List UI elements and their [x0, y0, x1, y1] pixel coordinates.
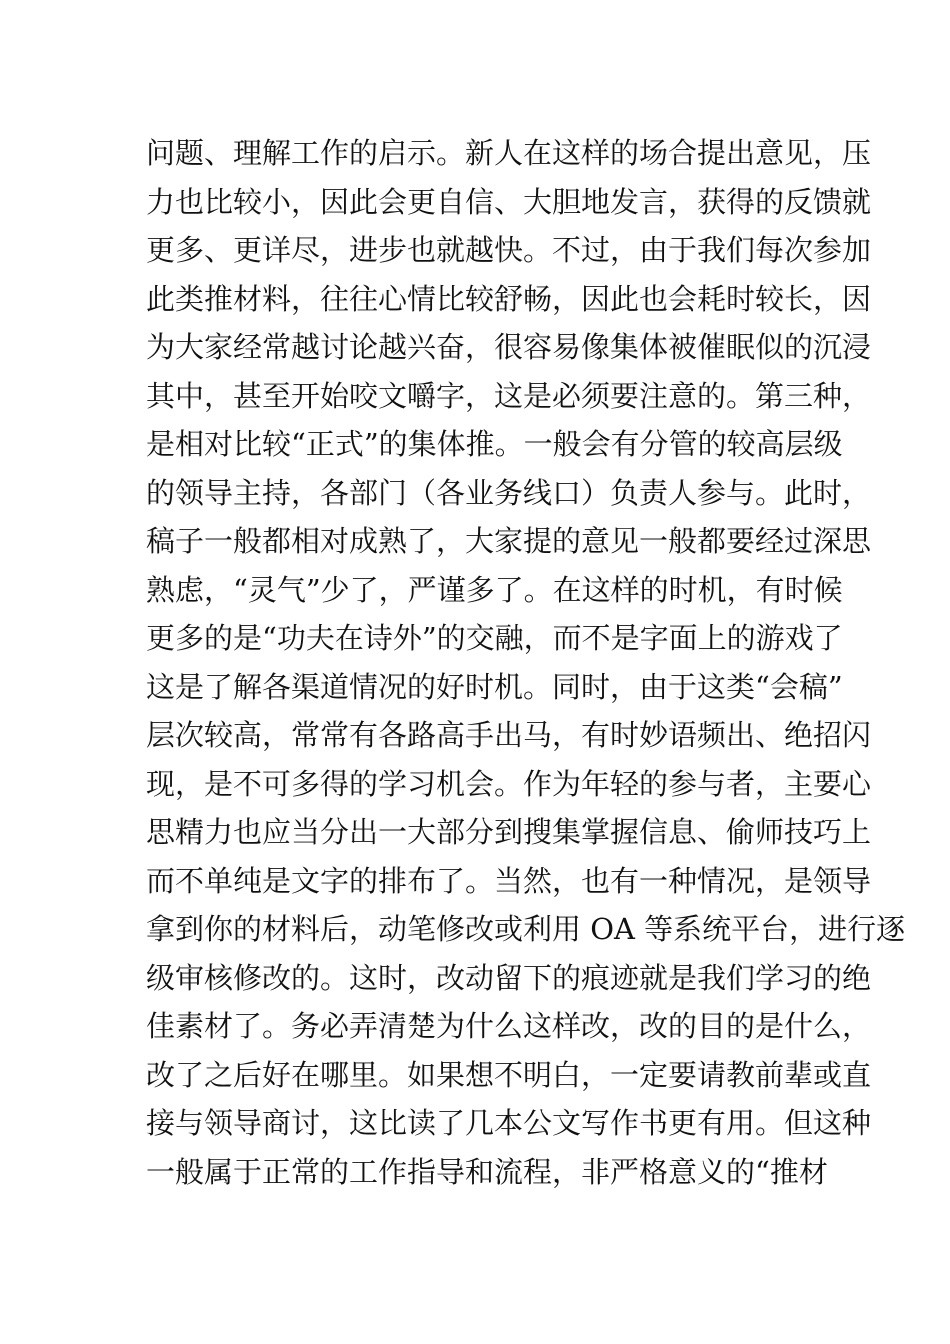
text-line: 改了之后好在哪里。如果想不明白，一定要请教前辈或直 — [146, 1057, 872, 1092]
text-line: 此类推材料，往往心情比较舒畅，因此也会耗时较长，因 — [146, 281, 872, 316]
text-line: 稿子一般都相对成熟了，大家提的意见一般都要经过深思 — [146, 524, 872, 558]
body-text — [146, 129, 906, 1196]
text-line: 佳素材了。务必弄清楚为什么这样改，改的目的是什么， — [146, 1009, 872, 1043]
text-line: 更多、更详尽，进步也就越快。不过，由于我们每次参加 — [146, 233, 872, 267]
text-line: 级审核修改的。这时，改动留下的痕迹就是我们学习的绝 — [146, 960, 872, 995]
text-line: 更多的是“功夫在诗外”的交融，而不是字面上的游戏了 — [146, 621, 843, 655]
text-line: 层次较高，常常有各路高手出马，有时妙语频出、绝招闪 — [146, 718, 872, 752]
text-line: 接与领导商讨，这比读了几本公文写作书更有用。但这种 — [146, 1106, 872, 1140]
text-line: 为大家经常越讨论越兴奋，很容易像集体被催眠似的沉浸 — [146, 330, 872, 364]
text-line: 问题、理解工作的启示。新人在这样的场合提出意见，压 — [146, 136, 872, 170]
text-line: 的领导主持，各部门（各业务线口）负责人参与。此时， — [146, 475, 872, 510]
text-line: 现，是不可多得的学习机会。作为年轻的参与者，主要心 — [146, 766, 872, 801]
text-line: 一般属于正常的工作指导和流程，非严格意义的“推材 — [146, 1154, 828, 1189]
text-line: 而不单纯是文字的排布了。当然，也有一种情况，是领导 — [146, 863, 872, 898]
text-line: 拿到你的材料后，动笔修改或利用 OA 等系统平台，进行逐 — [146, 912, 906, 946]
text-line: 其中，甚至开始咬文嚼字，这是必须要注意的。第三种， — [146, 378, 872, 413]
text-line: 熟虑，“灵气”少了，严谨多了。在这样的时机，有时候 — [146, 572, 843, 607]
text-line: 思精力也应当分出一大部分到搜集掌握信息、偷师技巧上 — [146, 815, 872, 849]
text-line: 是相对比较“正式”的集体推。一般会有分管的较高层级 — [146, 427, 843, 461]
text-line: 力也比较小，因此会更自信、大胆地发言，获得的反馈就 — [146, 184, 872, 219]
text-line: 这是了解各渠道情况的好时机。同时，由于这类“会稿” — [146, 669, 843, 704]
